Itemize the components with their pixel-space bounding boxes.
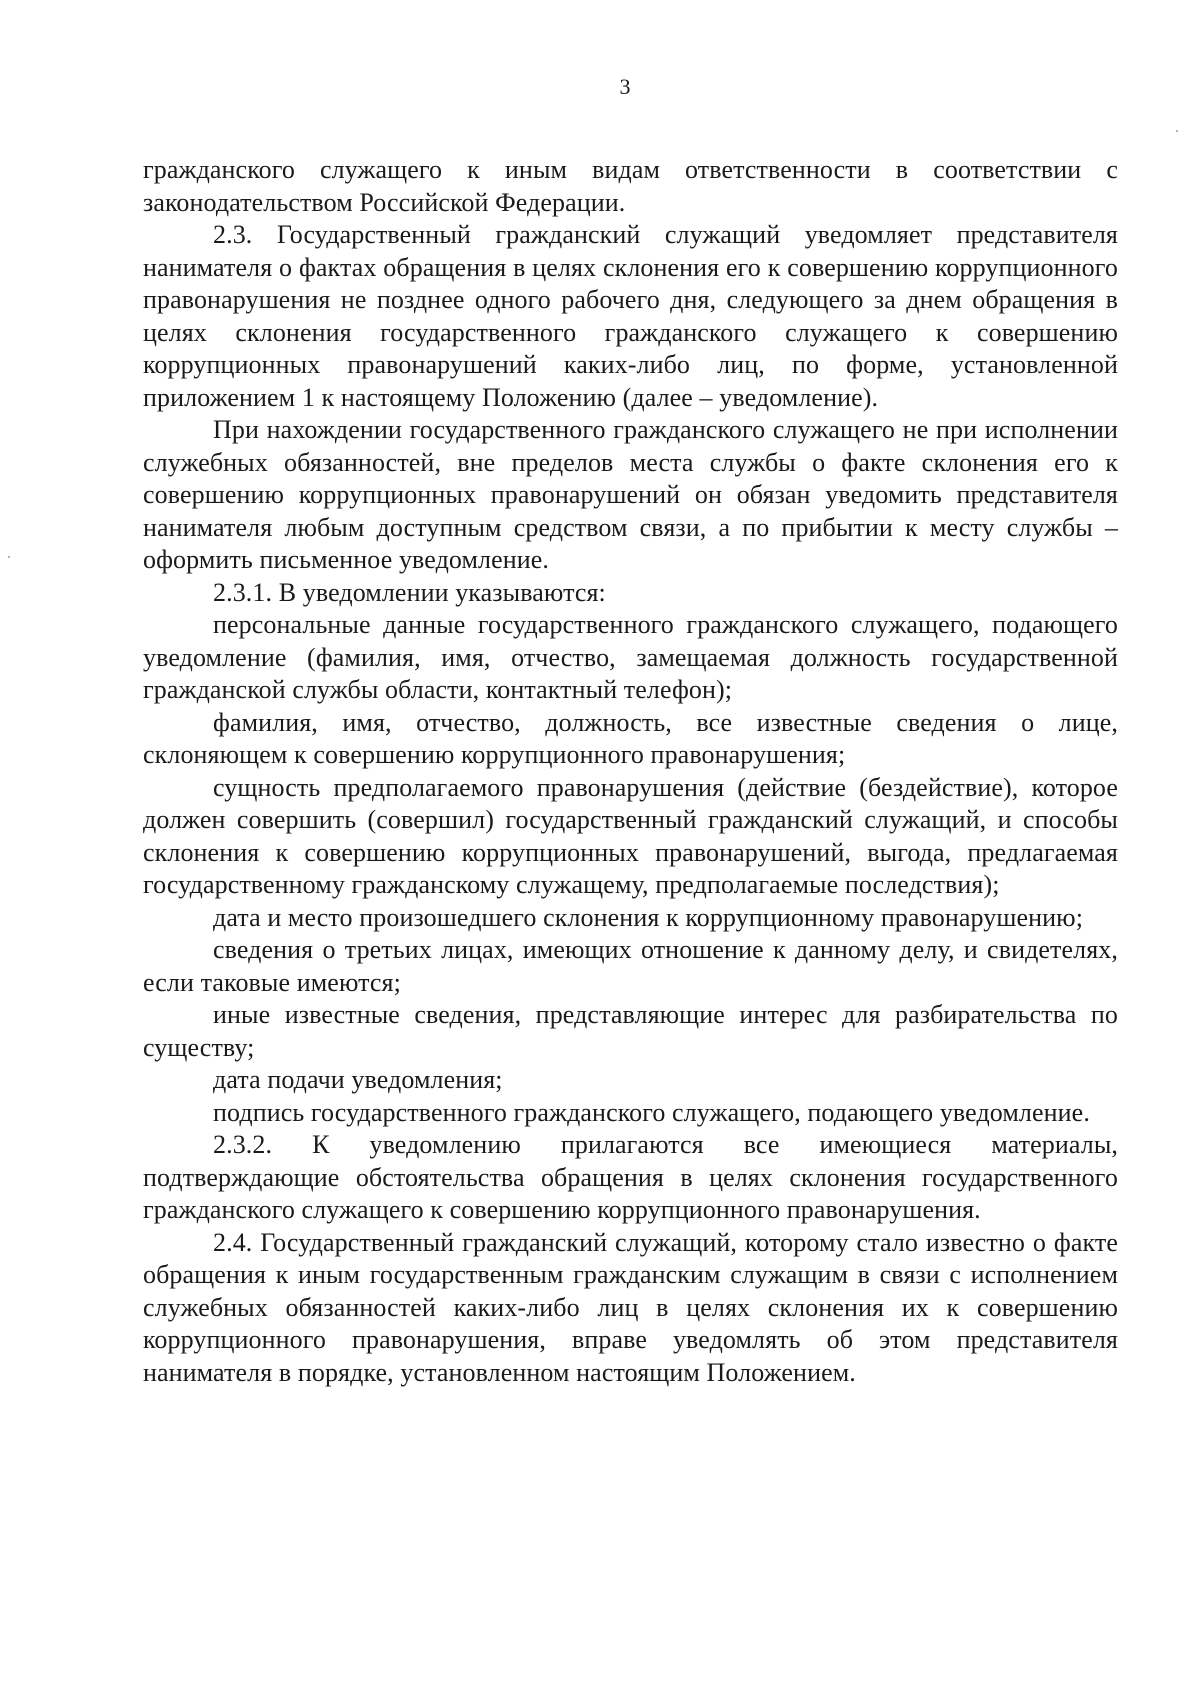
paragraph-2-4: 2.4. Государственный гражданский служащий, которому стало известно о факте обращения к иным государственным гражданским служащим в связи с исполнением служебных обязанностей каких-либо лиц в целях склонения их к совершению коррупционного правонарушения, вправе уведомлять об этом представителя нанимателя в порядке, установленном настоящим Положением. (143, 1227, 1118, 1387)
scan-speck (8, 556, 10, 558)
list-item-signature: подпись государственного гражданского служащего, подающего уведомление. (213, 1097, 1090, 1127)
list-item-personal-data: персональные данные государственного гражданского служащего, подающего уведомление (фамилия, имя, отчество, замещаемая должность государственной гражданской службы области, контактный телефон); (143, 610, 1118, 704)
list-item-third-parties: сведения о третьих лицах, имеющих отношение к данному делу, и свидетелях, если таковые имеются; (143, 935, 1118, 997)
paragraph-2-3-2: 2.3.2. К уведомлению прилагаются все имеющиеся материалы, подтверждающие обстоятельства обращения в целях склонения государственного гражданского служащего к совершению коррупционного правонарушения. (143, 1130, 1118, 1224)
document-body (143, 154, 1118, 1389)
list-item-other-info: иные известные сведения, представляющие интерес для разбирательства по существу; (143, 1000, 1118, 1062)
list-item-offense-essence: сущность предполагаемого правонарушения (действие (бездействие), которое должен совершить (совершил) государственный гражданский служащий, и способы склонения к совершению коррупционных правонарушений, выгода, предлагаемая государственному гражданскому служащему, предполагаемые последствия); (143, 772, 1118, 899)
list-item-inducer-info: фамилия, имя, отчество, должность, все известные сведения о лице, склоняющем к совершению коррупционного правонарушения; (143, 707, 1118, 769)
paragraph-2-3-1: 2.3.1. В уведомлении указываются: (213, 577, 606, 607)
list-item-date-place: дата и место произошедшего склонения к коррупционному правонарушению; (213, 902, 1084, 932)
paragraph-2-3: 2.3. Государственный гражданский служащий уведомляет представителя нанимателя о фактах обращения в целях склонения его к совершению коррупционного правонарушения не позднее одного рабочего дня, следующего за днем обращения в целях склонения государственного гражданского служащего к совершению коррупционных правонарушений каких-либо лиц, по форме, установленной приложением 1 к настоящему Положению (далее – уведомление). (143, 220, 1118, 412)
scan-speck (1176, 130, 1178, 132)
page-number: 3 (619, 74, 631, 99)
list-item-submission-date: дата подачи уведомления; (213, 1065, 503, 1094)
paragraph-off-duty-notice: При нахождении государственного гражданского служащего не при исполнении служебных обязанностей, вне пределов места службы о факте склонения его к совершению коррупционных правонарушений он обязан уведомить представителя нанимателя любым доступным средством связи, а по прибытии к месту службы – оформить письменное уведомление. (143, 415, 1118, 574)
paragraph-continuation: гражданского служащего к иным видам ответственности в соответствии с законодательством Российской Федерации. (143, 155, 1118, 217)
